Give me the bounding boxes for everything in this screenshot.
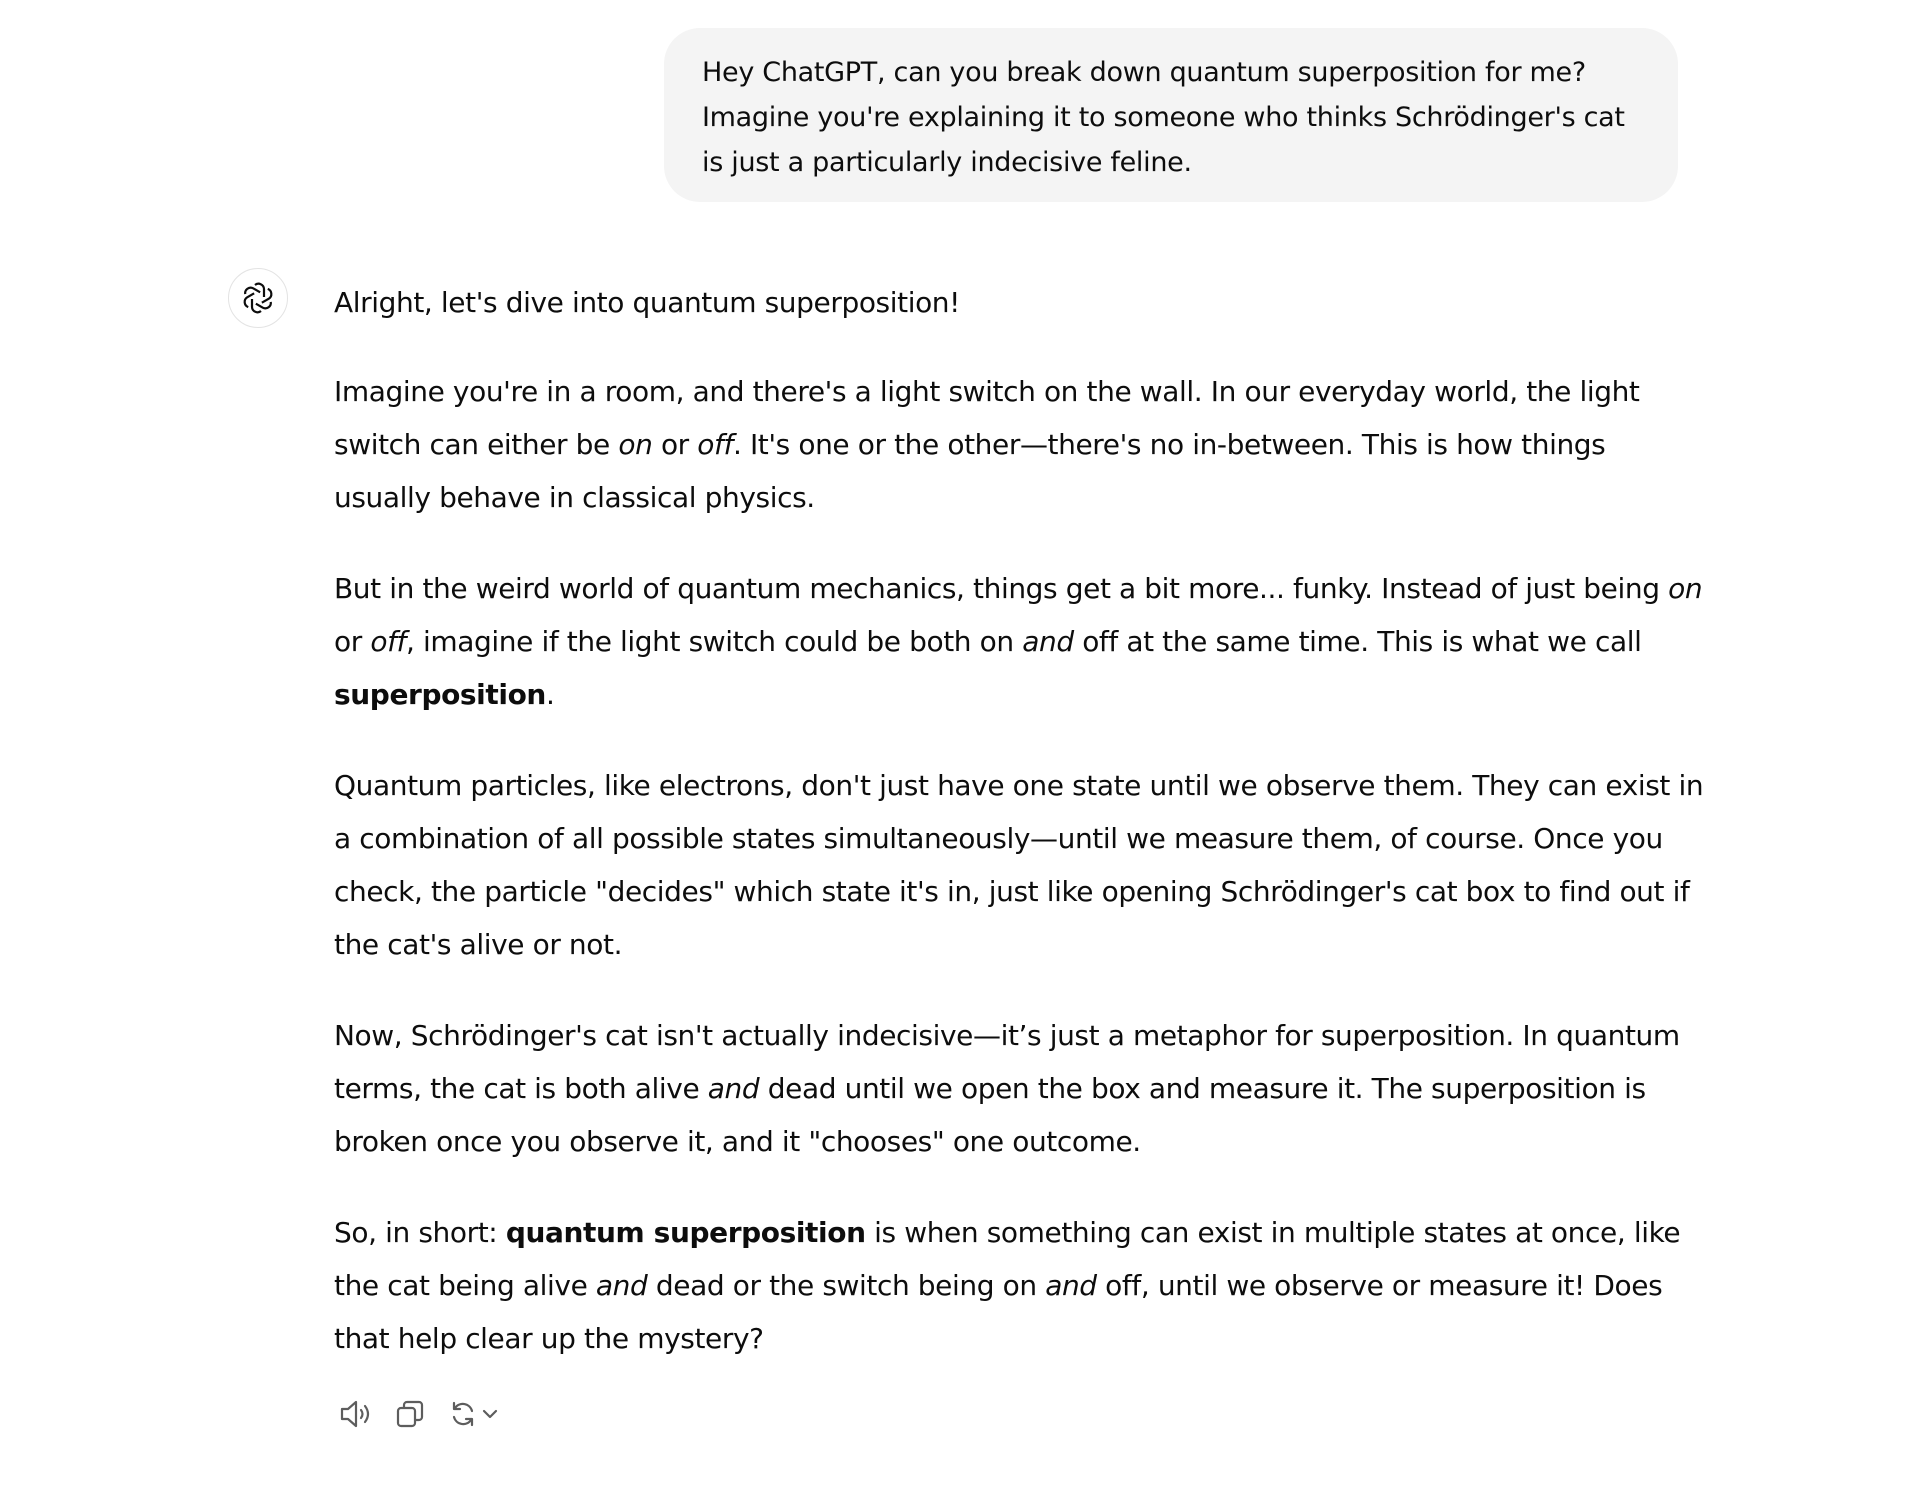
user-message-line: Hey ChatGPT, can you break down quantum superposition for me? bbox=[702, 57, 1586, 88]
regenerate-button[interactable] bbox=[442, 1392, 508, 1436]
user-message-line: is just a particularly indecisive feline. bbox=[702, 147, 1192, 178]
bold-term: superposition bbox=[334, 678, 546, 711]
assistant-paragraph: But in the weird world of quantum mechanics, things get a bit more... funky. Instead of just being on or off, imagine if the light switch could be both on and off at the same time. This is what we call superposition. bbox=[334, 572, 1703, 711]
user-message-bubble bbox=[664, 28, 1678, 202]
copy-button[interactable] bbox=[388, 1392, 432, 1436]
assistant-paragraph: Now, Schrödinger's cat isn't actually indecisive—it’s just a metaphor for superposition. In quantum terms, the cat is both alive and dead until we open the box and measure it. The superposition is broken once you observe it, and it "chooses" one outcome. bbox=[334, 1019, 1680, 1158]
speaker-icon bbox=[339, 1399, 373, 1429]
assistant-paragraph: So, in short: quantum superposition is when something can exist in multiple states at once, like the cat being alive and dead or the switch being on and off, until we observe or measure it! Does that help clear up the mystery? bbox=[334, 1216, 1681, 1355]
user-message-line: Imagine you're explaining it to someone who thinks Schrödinger's cat bbox=[702, 102, 1625, 133]
assistant-paragraph: Alright, let's dive into quantum superposition! bbox=[334, 286, 960, 319]
message-actions-bar bbox=[334, 1392, 518, 1436]
assistant-paragraph: Imagine you're in a room, and there's a light switch on the wall. In our everyday world, the light switch can either be on or off. It's one or the other—there's no in-between. This is how things usually behave in classical physics. bbox=[334, 375, 1640, 514]
regenerate-icon bbox=[448, 1399, 478, 1429]
chevron-down-icon bbox=[480, 1404, 500, 1424]
bold-term: quantum superposition bbox=[505, 1216, 866, 1249]
openai-logo-icon bbox=[241, 281, 275, 315]
read-aloud-button[interactable] bbox=[334, 1392, 378, 1436]
copy-icon bbox=[395, 1399, 425, 1429]
assistant-avatar bbox=[228, 268, 288, 328]
assistant-paragraph: Quantum particles, like electrons, don't just have one state until we observe them. They can exist in a combination of all possible states simultaneously—until we measure them, of course. Once you check, the particle "decides" which state it's in, just like opening Schrödinger's cat box to find out if the cat's alive or not. bbox=[334, 769, 1704, 961]
assistant-message bbox=[334, 278, 1704, 1403]
